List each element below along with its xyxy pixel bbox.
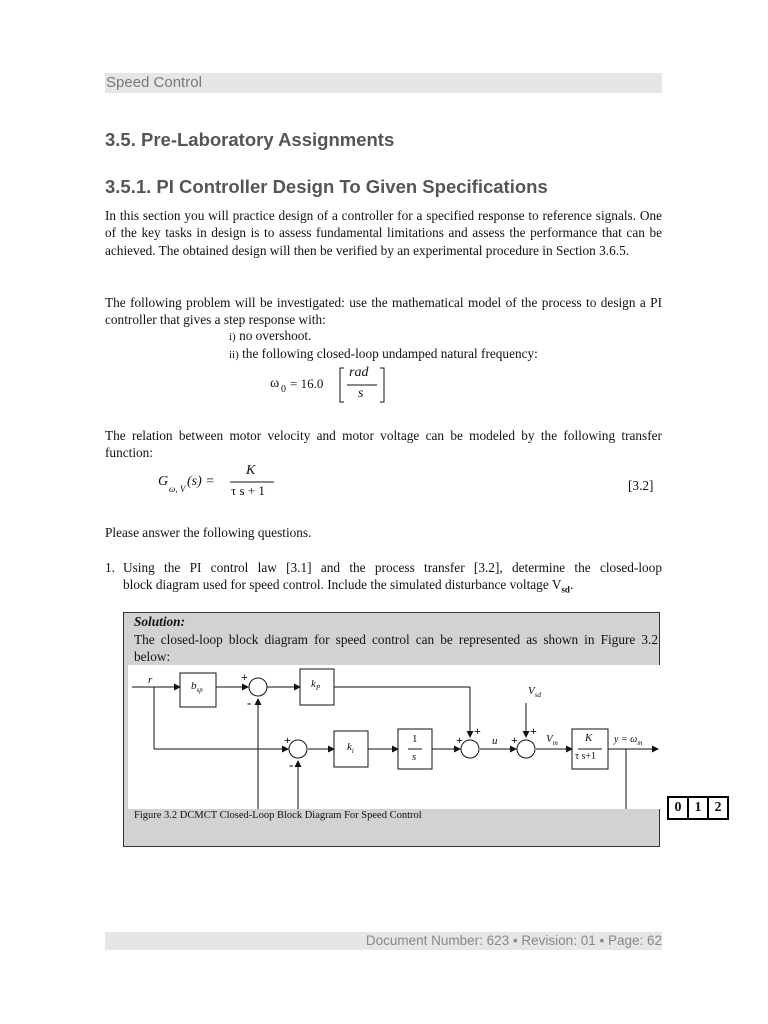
figure-caption: Figure 3.2 DCMCT Closed-Loop Block Diagram For Speed Control xyxy=(134,810,422,821)
tf-numerator: K xyxy=(246,463,256,478)
ki-subscript: i xyxy=(351,747,354,756)
ki-symbol: k xyxy=(347,741,352,753)
list-marker: i) xyxy=(229,331,236,343)
output-label xyxy=(614,734,642,747)
question-subscript: sd xyxy=(561,584,570,595)
bsp-subscript: sp xyxy=(196,686,203,695)
kp-subscript: P xyxy=(315,684,321,693)
list-text: the following closed-loop undamped natural frequency: xyxy=(242,346,538,361)
sum2-minus-sign: - xyxy=(289,757,294,772)
sum2-plus-sign: + xyxy=(284,733,291,747)
transfer-function-equation xyxy=(158,463,288,501)
tf-denominator: τ s + 1 xyxy=(231,483,265,498)
output-symbol: y = ω xyxy=(614,734,638,745)
question-end: . xyxy=(569,577,574,592)
vm-subscript: m xyxy=(552,739,558,748)
solution-title: Solution: xyxy=(134,614,185,629)
solution-text: The closed-loop block diagram for speed control can be represented as shown in Figure 3.2 below: xyxy=(134,632,658,664)
tf-argument: (s) = xyxy=(187,474,215,489)
omega-value: = 16.0 xyxy=(290,376,324,391)
vsd-subscript: sd xyxy=(534,691,541,700)
score-cell-1[interactable]: 1 xyxy=(687,796,709,820)
sum3-plus-top-sign: + xyxy=(474,724,481,738)
omega-subscript: 0 xyxy=(281,384,286,395)
vm-symbol: V xyxy=(546,733,553,745)
unit-numerator: rad xyxy=(349,365,369,380)
score-cell-2[interactable]: 2 xyxy=(707,796,729,820)
problem-paragraph: The following problem will be investigated: use the mathematical model of the process to design a PI controller that gives a step response with: xyxy=(105,295,662,328)
unit-denominator: s xyxy=(358,386,364,401)
plant-denominator: τ s+1 xyxy=(575,751,597,762)
relation-paragraph: The relation between motor velocity and motor voltage can be modeled by the following transfer function: xyxy=(105,428,662,461)
score-cell-0[interactable]: 0 xyxy=(667,796,689,820)
plant-numerator: K xyxy=(585,732,593,744)
list-marker: ii) xyxy=(229,349,239,361)
running-header: Speed Control xyxy=(106,74,202,91)
signal-r-label: r xyxy=(148,674,153,686)
vsd-label xyxy=(528,685,541,699)
output-subscript: m xyxy=(637,739,643,747)
instruction-text: Please answer the following questions. xyxy=(105,525,312,540)
diagram-wiring xyxy=(128,665,660,809)
sum3-plus-left-sign: + xyxy=(456,733,463,747)
tf-lhs: G xyxy=(158,474,169,489)
equation-number: [3.2] xyxy=(628,478,654,493)
sum4-plus-top-sign: + xyxy=(530,724,537,738)
vm-label xyxy=(546,733,558,747)
bsp-block-label xyxy=(191,680,203,694)
integrator-numerator: 1 xyxy=(412,733,418,745)
kp-symbol: k xyxy=(311,678,316,690)
question-line-1: Using the PI control law [3.1] and the process transfer [3.2], determine the closed-loop xyxy=(123,560,662,575)
sum4-plus-left-sign: + xyxy=(511,733,518,747)
section-heading: 3.5. Pre-Laboratory Assignments xyxy=(105,129,395,150)
integrator-denominator: s xyxy=(412,751,417,763)
omega-equation xyxy=(270,364,390,406)
bsp-symbol: b xyxy=(191,680,197,692)
intro-paragraph: In this section you will practice design of a controller for a specified response to reference signals. One of the key tasks in design is to assess fundamental limitations and assess the performance that can be achieved. The obtained design will then be verified by an experimental procedure in Section 3.6.5. xyxy=(105,208,662,258)
question-number: 1. xyxy=(105,560,115,575)
question-text: block diagram used for speed control. Include the simulated disturbance voltage V xyxy=(123,577,562,592)
subsection-heading: 3.5.1. PI Controller Design To Given Specifications xyxy=(105,176,548,197)
score-cells xyxy=(667,796,729,820)
ki-block-label xyxy=(347,741,354,755)
vsd-symbol: V xyxy=(528,685,535,697)
tf-lhs-subscript: ω, V xyxy=(169,484,186,494)
document-footer: Document Number: 623 • Revision: 01 • Page: 62 xyxy=(365,933,662,948)
block-diagram xyxy=(128,665,660,809)
sum1-plus-sign: + xyxy=(241,670,248,684)
sum1-minus-sign: - xyxy=(247,695,252,710)
list-item xyxy=(229,346,538,362)
signal-u-label: u xyxy=(492,735,498,747)
list-item xyxy=(229,328,311,344)
omega-symbol: ω xyxy=(270,376,280,391)
list-text: no overshoot. xyxy=(239,328,312,343)
kp-block-label xyxy=(311,678,320,692)
question-line-2 xyxy=(123,577,573,595)
